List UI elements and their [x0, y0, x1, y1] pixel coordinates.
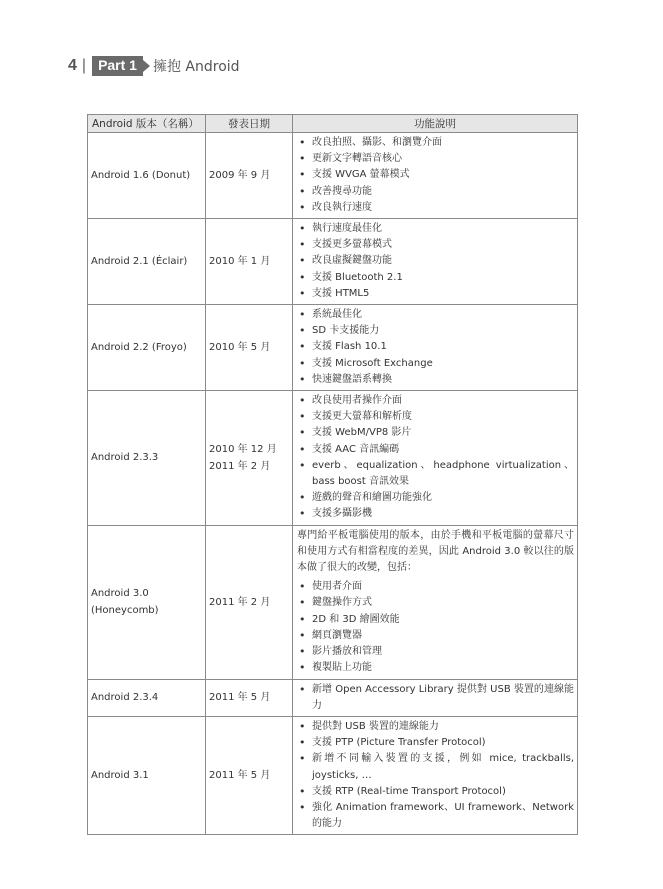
feature-item: • 支援 HTML5 — [297, 286, 574, 302]
feature-list — [297, 307, 574, 388]
feature-item: • 快速鍵盤語系轉換 — [297, 372, 574, 388]
feature-item: • 強化 Animation framework、UI framework、Network 的能力 — [297, 800, 574, 832]
feature-item: • 複製貼上功能 — [297, 660, 574, 676]
feature-item: • SD 卡支援能力 — [297, 323, 574, 339]
table-row — [88, 219, 578, 305]
release-date-cell — [206, 133, 293, 219]
feature-item: • 支援 RTP (Real-time Transport Protocol) — [297, 784, 574, 800]
feature-item: • 系統最佳化 — [297, 307, 574, 323]
version-name: Android 3.0 — [91, 588, 149, 600]
release-date-cell — [206, 525, 293, 679]
release-date-cell — [206, 391, 293, 526]
release-date: 2010 年 1 月 — [209, 256, 271, 268]
version-cell — [88, 679, 206, 716]
feature-list — [297, 393, 574, 523]
release-date: 2011 年 2 月 — [209, 460, 271, 472]
column-header-version: Android 版本（名稱） — [88, 115, 206, 133]
feature-item: • 支援 Flash 10.1 — [297, 339, 574, 355]
version-name: Android 2.1 (Éclair) — [91, 256, 188, 268]
feature-item: • everb、equalization、headphone virtualization、bass boost 音訊效果 — [297, 458, 574, 490]
features-cell — [293, 525, 578, 679]
table-row — [88, 716, 578, 834]
release-date: 2010 年 5 月 — [209, 342, 271, 354]
feature-item: • 使用者介面 — [297, 579, 574, 595]
feature-item: • 提供對 USB 裝置的連線能力 — [297, 719, 574, 735]
table-header-row — [88, 115, 578, 133]
feature-item: • 改良虛擬鍵盤功能 — [297, 253, 574, 269]
release-date-cell — [206, 305, 293, 391]
feature-item: • 新增不同輸入裝置的支援，例如 mice, trackballs, joysticks, … — [297, 751, 574, 783]
column-header-date: 發表日期 — [206, 115, 293, 133]
version-name: Android 3.1 — [91, 770, 149, 782]
version-cell — [88, 305, 206, 391]
feature-item: • 影片播放和管理 — [297, 644, 574, 660]
feature-item: • 支援 Bluetooth 2.1 — [297, 270, 574, 286]
feature-list — [297, 579, 574, 676]
features-cell — [293, 391, 578, 526]
table-row — [88, 525, 578, 679]
release-date: 2011 年 5 月 — [209, 692, 271, 704]
version-cell — [88, 133, 206, 219]
version-name: Android 2.2 (Froyo) — [91, 342, 187, 354]
version-name: Android 2.3.4 — [91, 692, 159, 704]
table-row — [88, 391, 578, 526]
features-cell — [293, 305, 578, 391]
column-header-features: 功能說明 — [293, 115, 578, 133]
part-badge: Part 1 — [92, 56, 143, 76]
version-cell — [88, 391, 206, 526]
version-name: Android 2.3.3 — [91, 452, 159, 464]
version-cell — [88, 219, 206, 305]
features-cell — [293, 219, 578, 305]
feature-item: • 支援 Microsoft Exchange — [297, 356, 574, 372]
version-name: (Honeycomb) — [91, 605, 159, 617]
feature-item: • 支援多攝影機 — [297, 506, 574, 522]
header-separator: | — [81, 57, 87, 74]
page-number: 4 — [68, 57, 77, 74]
features-cell — [293, 716, 578, 834]
feature-item: • 改良使用者操作介面 — [297, 393, 574, 409]
features-intro: 專門給平板電腦使用的版本，由於手機和平板電腦的螢幕尺寸和使用方式有相當程度的差異，因此 Android 3.0 較以往的版本做了很大的改變，包括： — [297, 529, 574, 574]
version-cell — [88, 525, 206, 679]
release-date: 2009 年 9 月 — [209, 170, 271, 181]
feature-item: • 2D 和 3D 繪圖效能 — [297, 612, 574, 628]
feature-item: • 改良拍照、攝影、和瀏覽介面 — [297, 135, 574, 151]
release-date: 2011 年 2 月 — [209, 596, 271, 608]
feature-item: • 改良執行速度 — [297, 200, 574, 216]
feature-item: • 鍵盤操作方式 — [297, 595, 574, 611]
feature-item: • 支援 WVGA 螢幕模式 — [297, 167, 574, 183]
features-cell — [293, 679, 578, 716]
table-row — [88, 679, 578, 716]
feature-item: • 支援更多螢幕模式 — [297, 237, 574, 253]
feature-item: • 網頁瀏覽器 — [297, 628, 574, 644]
chapter-title: 擁抱 Android — [152, 59, 240, 75]
version-cell — [88, 716, 206, 834]
release-date-cell — [206, 679, 293, 716]
release-date-cell — [206, 219, 293, 305]
page-header — [68, 54, 240, 78]
table-body — [88, 133, 578, 835]
feature-list — [297, 719, 574, 832]
feature-item: • 遊戲的聲音和繪圖功能強化 — [297, 490, 574, 506]
table-row — [88, 133, 578, 219]
release-date: 2010 年 12 月 — [209, 443, 277, 455]
feature-list — [297, 221, 574, 302]
feature-item: • 支援更大螢幕和解析度 — [297, 409, 574, 425]
version-name: Android 1.6 (Donut) — [91, 170, 191, 181]
feature-item: • 執行速度最佳化 — [297, 221, 574, 237]
feature-item: • 支援 WebM/VP8 影片 — [297, 425, 574, 441]
features-cell — [293, 133, 578, 219]
feature-item: • 改善搜尋功能 — [297, 184, 574, 200]
release-date-cell — [206, 716, 293, 834]
feature-item: • 支援 AAC 音訊編碼 — [297, 442, 574, 458]
feature-item: • 更新文字轉語音核心 — [297, 151, 574, 167]
feature-list — [297, 682, 574, 714]
feature-item: • 新增 Open Accessory Library 提供對 USB 裝置的連線能力 — [297, 682, 574, 714]
feature-list — [297, 135, 574, 216]
feature-item: • 支援 PTP (Picture Transfer Protocol) — [297, 735, 574, 751]
table-row — [88, 305, 578, 391]
release-date: 2011 年 5 月 — [209, 770, 271, 782]
android-version-table — [87, 114, 578, 835]
